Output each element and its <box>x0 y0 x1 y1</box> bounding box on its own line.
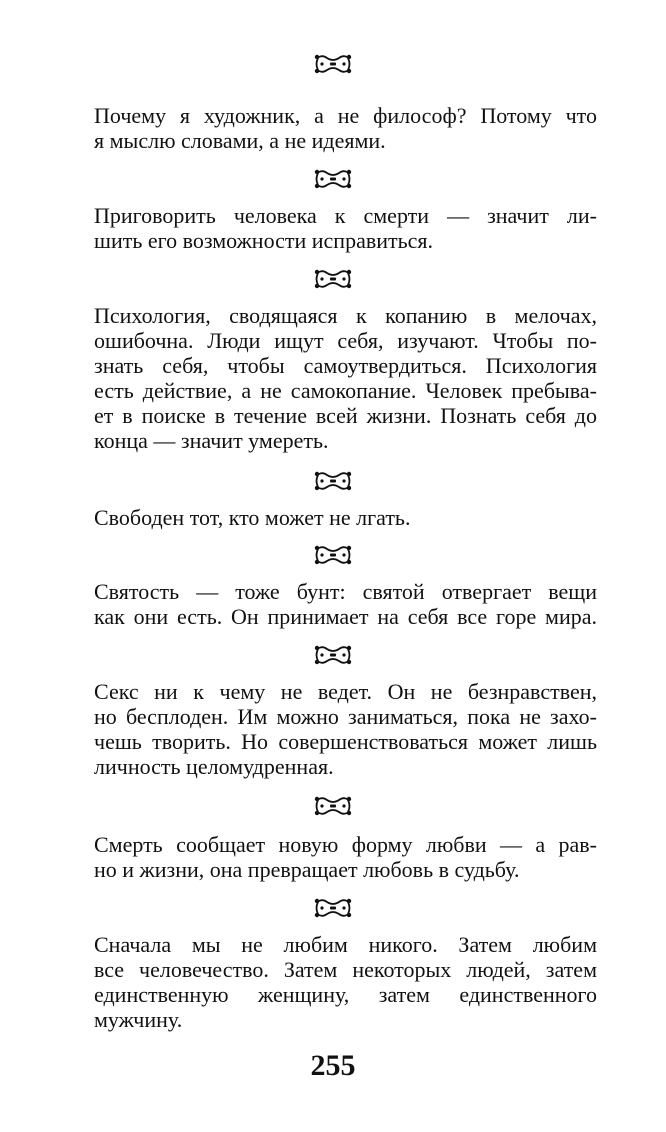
text-line: мужчину. <box>94 1007 183 1032</box>
aphorism-paragraph <box>94 203 597 253</box>
floral-ornament-icon <box>313 53 353 75</box>
page-number: 255 <box>310 1049 356 1082</box>
text-line: все человечество. Затем некоторых людей, затем <box>94 957 597 982</box>
aphorism-paragraph <box>94 579 597 629</box>
text-line: конца — значит умереть. <box>94 428 329 453</box>
text-line: шить его возможности исправиться. <box>94 228 434 253</box>
text-line: Святость — тоже бунт: святой отвергает вещи <box>94 579 597 604</box>
floral-ornament-icon <box>313 795 353 817</box>
text-line: ет в поиске в течение всей жизни. Познать себя до <box>94 403 597 428</box>
text-line: Свободен тот, кто может не лгать. <box>94 505 411 530</box>
aphorism-paragraph <box>94 103 597 153</box>
floral-ornament-icon <box>313 470 353 492</box>
text-line: единственную женщину, затем единственного <box>94 982 597 1007</box>
aphorism-paragraph <box>94 932 597 1032</box>
text-line: но и жизни, она превращает любовь в судьбу. <box>94 857 520 882</box>
text-line: Приговорить человека к смерти — значит ли- <box>94 203 597 228</box>
text-line: Сначала мы не любим никого. Затем любим <box>94 932 597 957</box>
aphorism-paragraph <box>94 505 597 530</box>
text-line: есть действие, а не самокопание. Человек пребыва- <box>94 378 597 403</box>
aphorism-paragraph <box>94 303 597 453</box>
text-line: как они есть. Он принимает на себя все горе мира. <box>94 604 597 629</box>
text-line: Психология, сводящаяся к копанию в мелочах, <box>94 303 597 328</box>
aphorism-paragraph <box>94 832 597 882</box>
text-line: знать себя, чтобы самоутвердиться. Психология <box>94 353 597 378</box>
text-line: я мыслю словами, а не идеями. <box>94 128 386 153</box>
text-line: Почему я художник, а не философ? Потому что <box>94 103 597 128</box>
aphorism-paragraph <box>94 679 597 779</box>
text-line: но бесплоден. Им можно заниматься, пока не захо- <box>94 704 597 729</box>
floral-ornament-icon <box>313 268 353 290</box>
floral-ornament-icon <box>313 897 353 919</box>
text-line: личность целомудренная. <box>94 754 334 779</box>
floral-ornament-icon <box>313 168 353 190</box>
text-line: ошибочна. Люди ищут себя, изучают. Чтобы по- <box>94 328 597 353</box>
text-line: Секс ни к чему не ведет. Он не безнравствен, <box>94 679 597 704</box>
text-line: чешь творить. Но совершенствоваться может лишь <box>94 729 597 754</box>
text-line: Смерть сообщает новую форму любви — а рав- <box>94 832 597 857</box>
floral-ornament-icon <box>313 644 353 666</box>
floral-ornament-icon <box>313 544 353 566</box>
